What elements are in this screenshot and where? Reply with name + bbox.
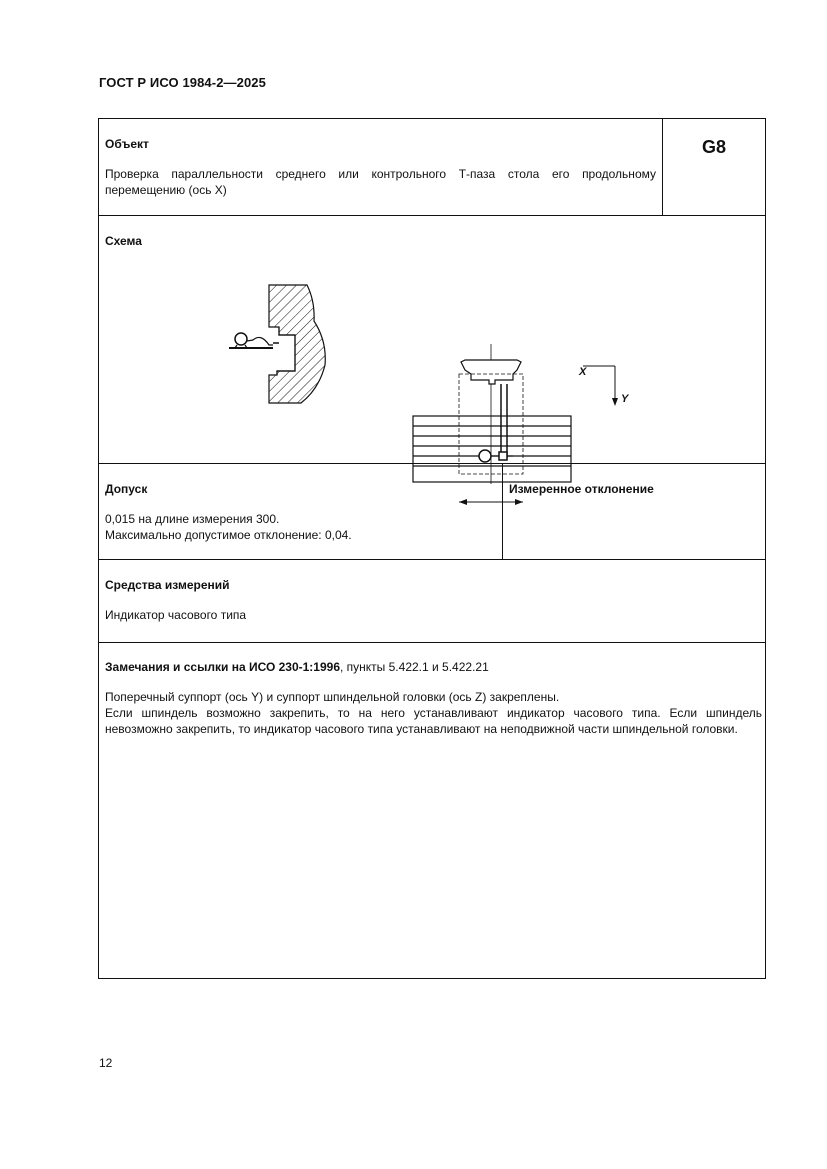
dial-indicator-icon xyxy=(479,450,491,462)
remarks-line2: Если шпиндель возможно закрепить, то на него устанавливают индикатор часового типа. Если шпиндель xyxy=(105,706,762,720)
remarks-row xyxy=(99,643,765,978)
instruments-text: Индикатор часового типа xyxy=(105,608,247,622)
t-slot-section-drawing xyxy=(221,281,341,421)
dial-indicator-icon xyxy=(235,333,247,345)
inspection-card xyxy=(98,118,766,979)
arrow-down-icon xyxy=(612,398,618,406)
object-text-line2: перемещению (ось X) xyxy=(105,183,227,197)
tolerance-line1: 0,015 на длине измерения 300. xyxy=(105,512,280,526)
remarks-clauses: , пункты 5.422.1 и 5.422.21 xyxy=(340,660,489,674)
tolerance-row xyxy=(99,464,765,560)
instruments-row xyxy=(99,560,765,643)
object-row xyxy=(99,119,765,216)
tolerance-divider xyxy=(502,464,503,559)
check-code: G8 xyxy=(702,137,727,157)
spindle-head xyxy=(461,360,521,384)
remarks-heading xyxy=(105,659,489,675)
instruments-label: Средства измерений xyxy=(105,578,230,592)
object-divider xyxy=(662,119,663,215)
table-section-hatched xyxy=(269,285,325,403)
remarks-label: Замечания и ссылки на ИСО 230-1:1996 xyxy=(105,660,340,674)
object-text-line1: Проверка параллельности среднего или контрольного Т-паза стола его продольному xyxy=(105,167,656,181)
scheme-row xyxy=(99,216,765,464)
object-label: Объект xyxy=(105,137,149,151)
tolerance-line2: Максимально допустимое отклонение: 0,04. xyxy=(105,528,352,542)
axis-y-label: Y xyxy=(621,393,629,405)
scheme-label: Схема xyxy=(105,234,142,248)
remarks-line3: невозможно закрепить, то индикатор часового типа устанавливают на неподвижной части шпиндельной головки. xyxy=(105,722,738,736)
page-number: 12 xyxy=(99,1056,113,1070)
measured-deviation-label: Измеренное отклонение xyxy=(509,482,654,496)
remarks-line1: Поперечный суппорт (ось Y) и суппорт шпиндельной головки (ось Z) закреплены. xyxy=(105,690,560,704)
axis-x-label: X xyxy=(579,366,587,378)
document-header: ГОСТ Р ИСО 1984-2—2025 xyxy=(99,75,266,90)
tolerance-label: Допуск xyxy=(105,482,148,496)
